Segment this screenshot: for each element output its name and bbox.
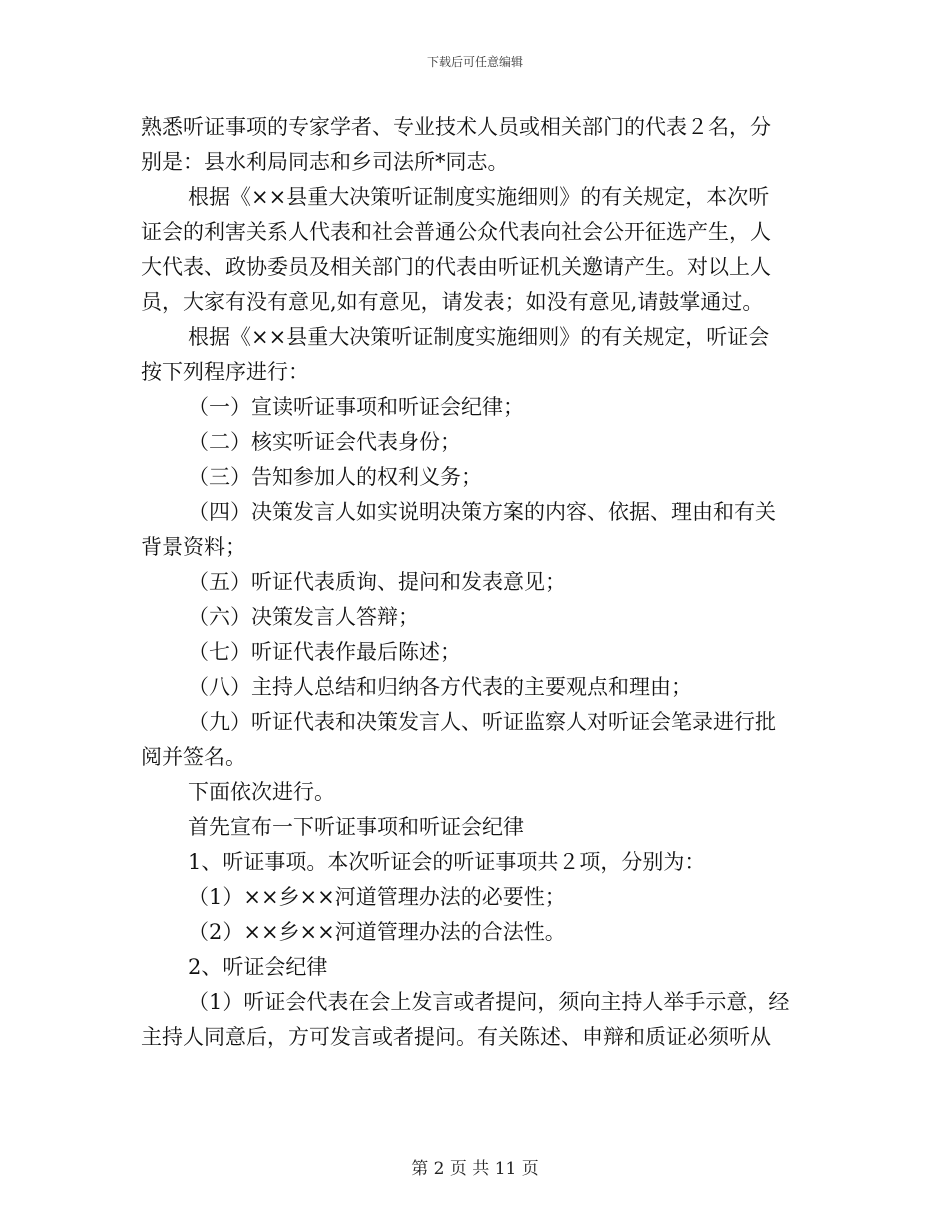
paragraph-line: 下面依次进行。 (188, 780, 335, 804)
list-item: （二）核实听证会代表身份； (188, 430, 461, 454)
section-heading: 2、听证会纪律 (188, 955, 328, 979)
page-footer: 第 2 页 共 11 页 (411, 1159, 539, 1179)
section-heading: 1、听证事项。本次听证会的听证事项共２项，分别为： (188, 850, 706, 874)
paragraph-line: 按下列程序进行： (141, 360, 309, 384)
list-item: （一）宣读听证事项和听证会纪律； (188, 395, 524, 419)
paragraph-line: 主持人同意后，方可发言或者提问。有关陈述、申辩和质证必须听从 (141, 1025, 771, 1049)
list-item: （1）听证会代表在会上发言或者提问，须向主持人举手示意，经 (188, 990, 790, 1014)
paragraph-line: 首先宣布一下听证事项和听证会纪律 (188, 815, 524, 839)
page-header: 下载后可任意编辑 (426, 55, 523, 69)
paragraph-line: 大代表、政协委员及相关部门的代表由听证机关邀请产生。对以上人 (141, 255, 771, 279)
list-item: （五）听证代表质询、提问和发表意见； (188, 570, 566, 594)
paragraph-line: 根据《××县重大决策听证制度实施细则》的有关规定，听证会 (188, 325, 770, 349)
paragraph-line: 阅并签名。 (141, 745, 246, 769)
list-item: （九）听证代表和决策发言人、听证监察人对听证会笔录进行批 (188, 710, 776, 734)
list-item: （八）主持人总结和归纳各方代表的主要观点和理由； (188, 675, 692, 699)
list-item: （六）决策发言人答辩； (188, 605, 419, 629)
list-item: （四）决策发言人如实说明决策方案的内容、依据、理由和有关 (188, 500, 776, 524)
paragraph-line: 别是：县水利局同志和乡司法所*同志。 (141, 150, 509, 174)
paragraph-line: 熟悉听证事项的专家学者、专业技术人员或相关部门的代表２名，分 (141, 115, 771, 139)
paragraph-line: 根据《××县重大决策听证制度实施细则》的有关规定，本次听 (188, 185, 770, 209)
list-item: （七）听证代表作最后陈述； (188, 640, 461, 664)
list-item: （三）告知参加人的权利义务； (188, 465, 482, 489)
document-body (141, 110, 813, 1055)
list-item: （2）××乡××河道管理办法的合法性。 (188, 920, 566, 944)
paragraph-line: 员，大家有没有意见,如有意见，请发表；如没有意见,请鼓掌通过。 (141, 290, 764, 314)
list-item: （1）××乡××河道管理办法的必要性； (188, 885, 566, 909)
paragraph-line: 背景资料； (141, 535, 246, 559)
paragraph-line: 证会的利害关系人代表和社会普通公众代表向社会公开征选产生，人 (141, 220, 771, 244)
